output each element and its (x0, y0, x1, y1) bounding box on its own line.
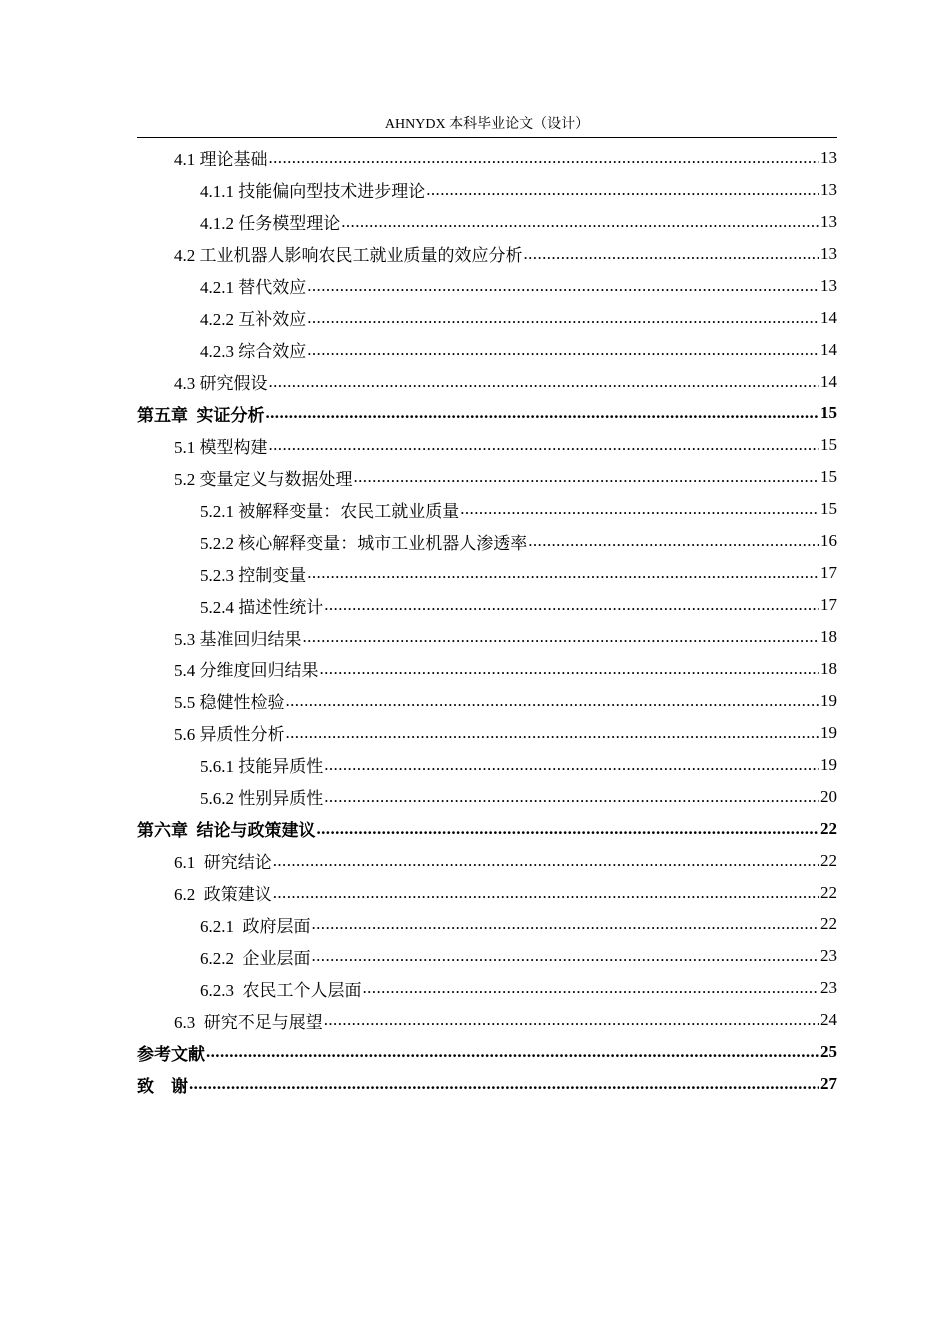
toc-entry[interactable] (137, 909, 837, 941)
toc-entry[interactable] (137, 302, 837, 334)
toc-entry[interactable] (137, 845, 837, 877)
table-of-contents (137, 142, 837, 1100)
toc-entry[interactable] (137, 813, 837, 845)
toc-dot-leader (312, 914, 820, 934)
toc-dot-leader (269, 372, 820, 392)
toc-entry[interactable] (137, 749, 837, 781)
toc-dot-leader (269, 148, 820, 168)
toc-entry-page-number: 13 (820, 275, 837, 295)
toc-dot-leader (286, 723, 820, 743)
toc-entry-page-number: 13 (820, 211, 837, 231)
toc-entry-title: 5.3 基准回归结果 (174, 629, 302, 649)
toc-entry-page-number: 22 (820, 914, 837, 934)
toc-entry-page-number: 17 (820, 595, 837, 615)
toc-dot-leader (363, 978, 820, 998)
toc-entry[interactable] (137, 589, 837, 621)
toc-entry-title: 5.2.3 控制变量 (200, 565, 307, 585)
toc-dot-leader (341, 212, 819, 232)
toc-dot-leader (307, 340, 819, 360)
toc-entry[interactable] (137, 366, 837, 398)
toc-entry[interactable] (137, 621, 837, 653)
toc-dot-leader (303, 627, 820, 647)
toc-entry[interactable] (137, 270, 837, 302)
toc-entry-title: 5.2.1 被解释变量：农民工就业质量 (200, 501, 460, 521)
toc-entry-page-number: 13 (820, 147, 837, 167)
toc-entry-title: 6.2.2 企业层面 (200, 948, 311, 968)
toc-entry[interactable] (137, 334, 837, 366)
toc-entry-title: 5.6 异质性分析 (174, 725, 285, 745)
toc-entry-title: 5.6.1 技能异质性 (200, 757, 324, 777)
toc-entry[interactable] (137, 685, 837, 717)
toc-dot-leader (324, 595, 819, 615)
toc-entry[interactable] (137, 461, 837, 493)
toc-dot-leader (307, 563, 819, 583)
toc-entry-page-number: 17 (820, 563, 837, 583)
toc-entry[interactable] (137, 398, 837, 430)
toc-entry-page-number: 15 (820, 403, 837, 423)
toc-entry-page-number: 15 (820, 499, 837, 519)
header-rule (137, 137, 837, 138)
toc-entry[interactable] (137, 972, 837, 1004)
toc-entry[interactable] (137, 206, 837, 238)
toc-entry[interactable] (137, 1036, 837, 1068)
toc-dot-leader (273, 883, 819, 903)
toc-dot-leader (206, 1042, 819, 1062)
toc-entry-title: 4.1 理论基础 (174, 150, 268, 170)
toc-dot-leader (426, 180, 819, 200)
toc-entry-title: 5.2.2 核心解释变量：城市工业机器人渗透率 (200, 533, 528, 553)
toc-dot-leader (307, 308, 819, 328)
toc-entry-title: 5.2.4 描述性统计 (200, 597, 324, 617)
toc-dot-leader (524, 244, 820, 264)
toc-entry-page-number: 15 (820, 467, 837, 487)
toc-dot-leader (286, 691, 820, 711)
toc-entry[interactable] (137, 877, 837, 909)
toc-entry[interactable] (137, 557, 837, 589)
toc-entry-page-number: 19 (820, 722, 837, 742)
toc-dot-leader (528, 531, 819, 551)
toc-dot-leader (460, 499, 819, 519)
toc-entry-page-number: 14 (820, 339, 837, 359)
toc-dot-leader (273, 851, 819, 871)
toc-entry-page-number: 22 (820, 818, 837, 838)
toc-entry-page-number: 18 (820, 627, 837, 647)
toc-entry-page-number: 23 (820, 978, 837, 998)
toc-entry-page-number: 13 (820, 179, 837, 199)
toc-entry[interactable] (137, 1068, 837, 1100)
toc-entry-title: 4.2.2 互补效应 (200, 310, 307, 330)
toc-entry-title: 致 谢 (137, 1076, 188, 1096)
toc-dot-leader (324, 755, 819, 775)
toc-dot-leader (312, 946, 820, 966)
toc-entry-title: 4.2.3 综合效应 (200, 342, 307, 362)
toc-entry-title: 4.2 工业机器人影响农民工就业质量的效应分析 (174, 246, 523, 266)
toc-entry-page-number: 25 (820, 1042, 837, 1062)
toc-entry-page-number: 27 (820, 1074, 837, 1094)
toc-entry-title: 5.4 分维度回归结果 (174, 661, 319, 681)
toc-entry[interactable] (137, 429, 837, 461)
toc-dot-leader (266, 403, 820, 423)
toc-dot-leader (317, 819, 820, 839)
toc-entry[interactable] (137, 174, 837, 206)
toc-entry[interactable] (137, 653, 837, 685)
toc-entry-page-number: 24 (820, 1010, 837, 1030)
toc-entry-title: 5.5 稳健性检验 (174, 693, 285, 713)
toc-dot-leader (324, 1010, 819, 1030)
toc-entry-title: 6.2 政策建议 (174, 885, 272, 905)
toc-entry-title: 6.3 研究不足与展望 (174, 1012, 323, 1032)
toc-dot-leader (354, 467, 820, 487)
toc-entry-title: 5.6.2 性别异质性 (200, 789, 324, 809)
toc-dot-leader (189, 1074, 819, 1094)
toc-entry-title: 6.1 研究结论 (174, 853, 272, 873)
toc-entry-page-number: 18 (820, 658, 837, 678)
toc-entry-title: 4.1.1 技能偏向型技术进步理论 (200, 182, 426, 202)
toc-dot-leader (307, 276, 819, 296)
toc-entry[interactable] (137, 940, 837, 972)
toc-entry-page-number: 15 (820, 435, 837, 455)
toc-entry-title: 6.2.3 农民工个人层面 (200, 980, 362, 1000)
toc-entry-page-number: 23 (820, 946, 837, 966)
toc-entry-page-number: 19 (820, 690, 837, 710)
toc-dot-leader (324, 787, 819, 807)
toc-entry-page-number: 14 (820, 371, 837, 391)
toc-entry[interactable] (137, 493, 837, 525)
toc-dot-leader (269, 435, 820, 455)
toc-entry[interactable] (137, 781, 837, 813)
toc-entry-title: 4.2.1 替代效应 (200, 278, 307, 298)
toc-entry-page-number: 19 (820, 754, 837, 774)
toc-dot-leader (320, 659, 820, 679)
toc-entry-page-number: 14 (820, 307, 837, 327)
toc-entry-title: 第六章 结论与政策建议 (137, 821, 316, 841)
toc-entry-title: 5.1 模型构建 (174, 437, 268, 457)
toc-entry[interactable] (137, 717, 837, 749)
toc-entry-title: 5.2 变量定义与数据处理 (174, 469, 353, 489)
toc-entry-page-number: 22 (820, 850, 837, 870)
toc-entry[interactable] (137, 525, 837, 557)
toc-entry[interactable] (137, 238, 837, 270)
toc-entry-title: 4.3 研究假设 (174, 374, 268, 394)
toc-entry-title: 4.1.2 任务模型理论 (200, 214, 341, 234)
running-header: AHNYDX 本科毕业论文（设计） (384, 117, 590, 132)
toc-entry-page-number: 22 (820, 882, 837, 902)
toc-entry-page-number: 16 (820, 531, 837, 551)
toc-entry[interactable] (137, 142, 837, 174)
toc-entry-page-number: 20 (820, 786, 837, 806)
toc-entry[interactable] (137, 1004, 837, 1036)
toc-entry-title: 6.2.1 政府层面 (200, 916, 311, 936)
toc-entry-title: 第五章 实证分析 (137, 405, 265, 425)
toc-entry-title: 参考文献 (137, 1044, 205, 1064)
toc-entry-page-number: 13 (820, 243, 837, 263)
